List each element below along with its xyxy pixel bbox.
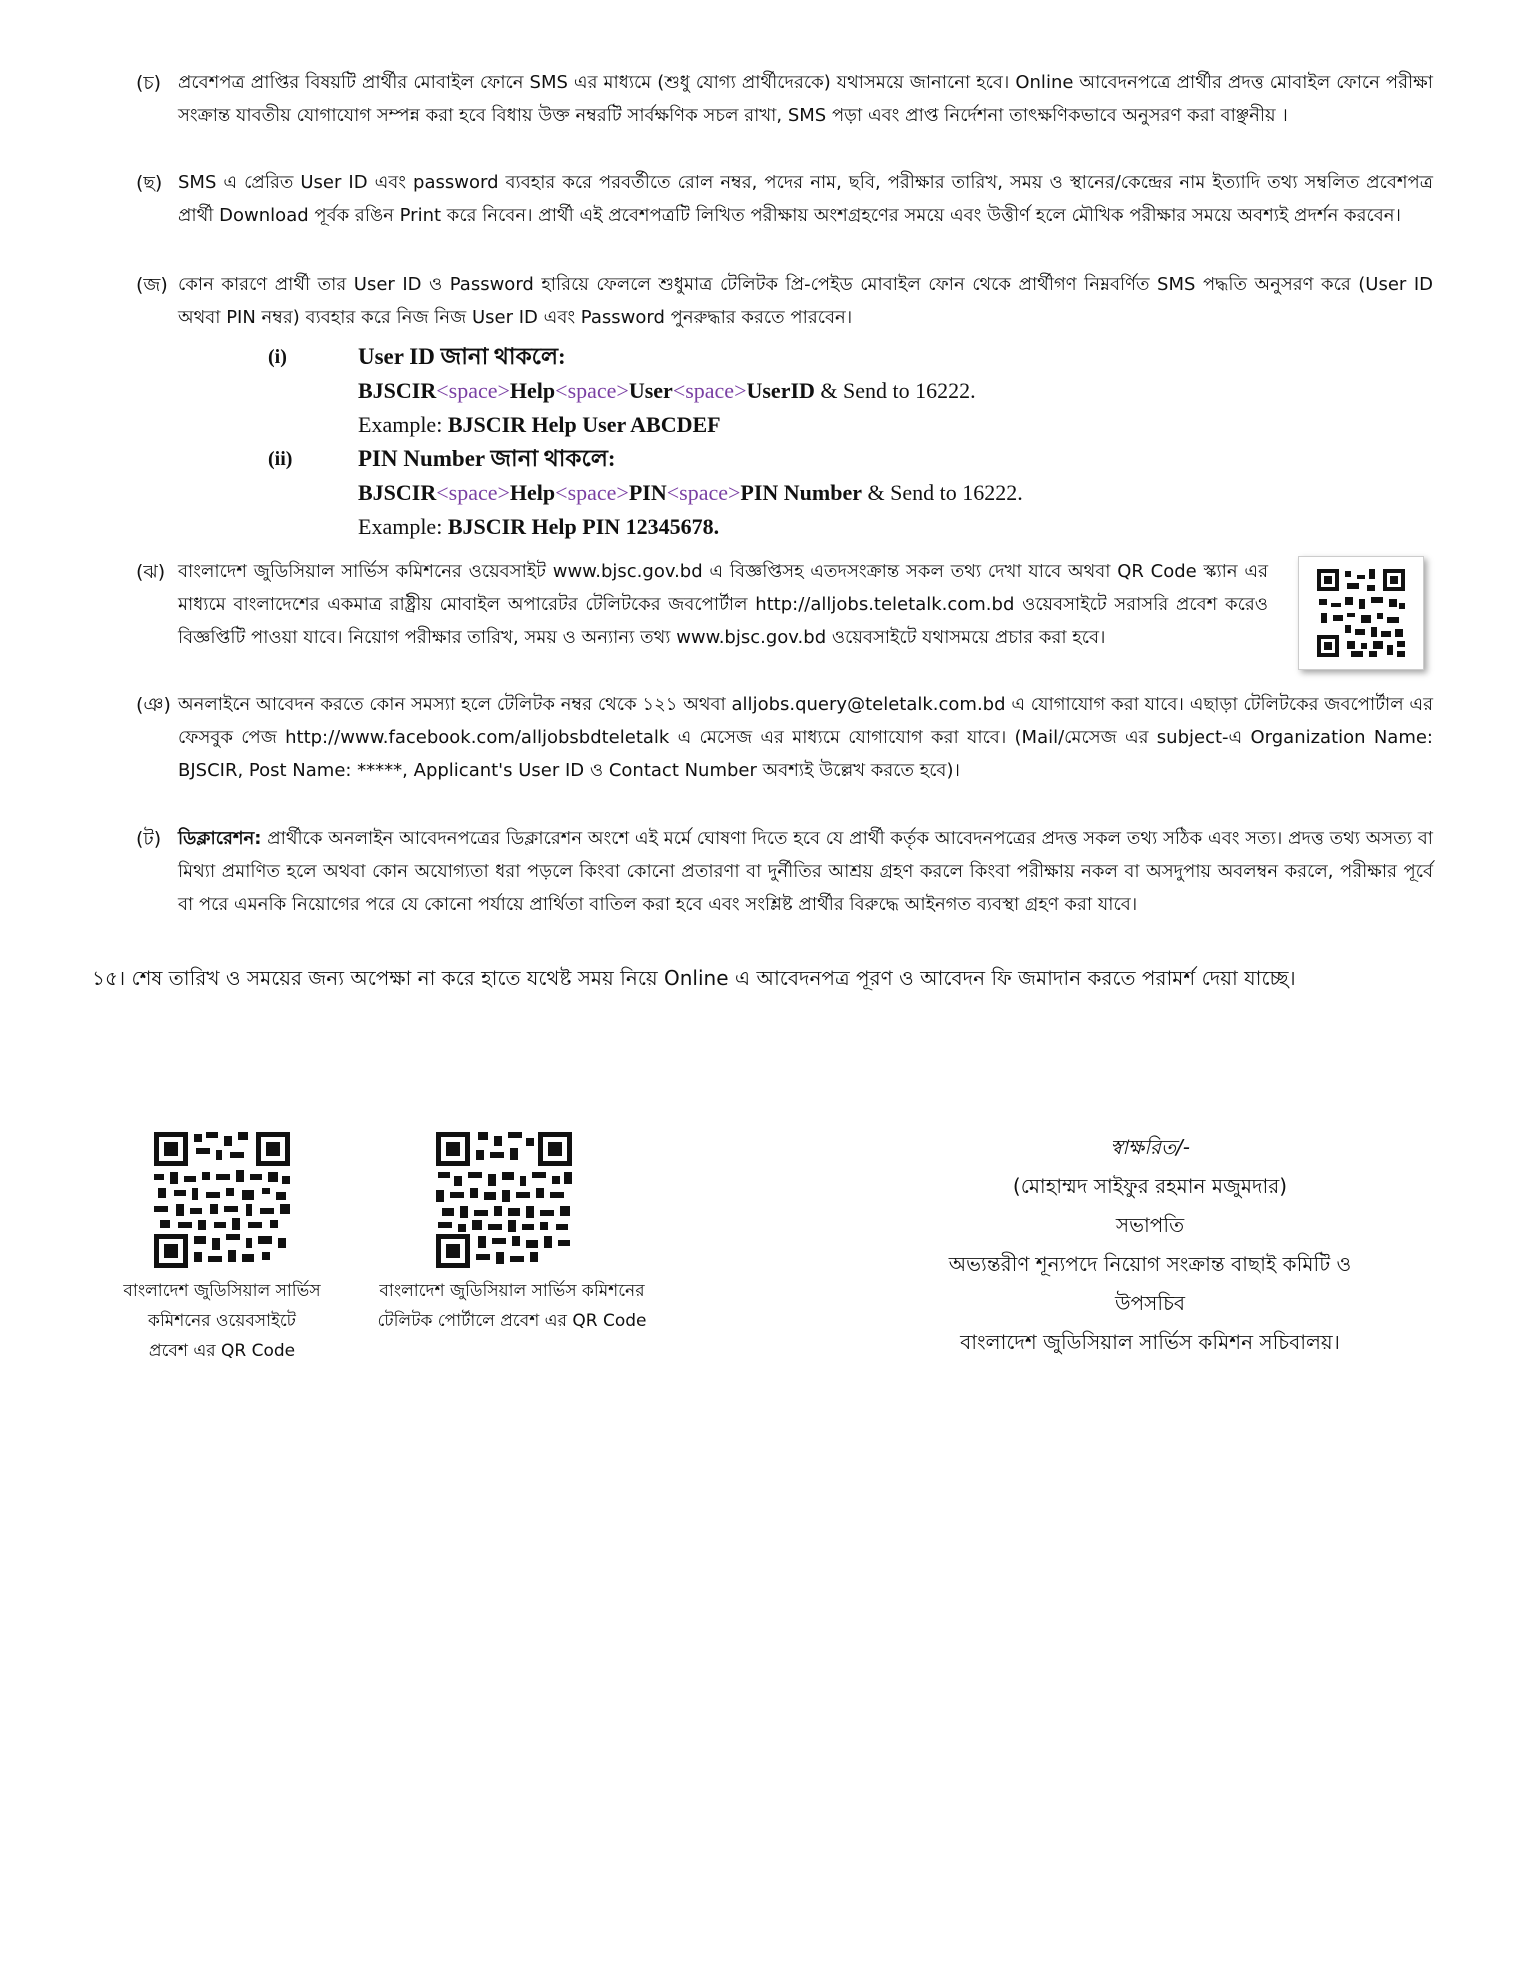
declaration-label: ডিক্লারেশন: — [178, 828, 262, 849]
clause-text — [178, 822, 1433, 921]
qr-caption-line: বাংলাদেশ জুডিসিয়াল সার্ভিস কমিশনের — [379, 1281, 645, 1301]
signatory-title: উপসচিব — [1114, 1291, 1185, 1315]
qr-code-commission-website — [154, 1132, 290, 1268]
recovery-user-id — [268, 340, 1168, 440]
signatory-title: বাংলাদেশ জুডিসিয়াল সার্ভিস কমিশন সচিবালয়। — [960, 1330, 1340, 1354]
signatory-title: অভ্যন্তরীণ শূন্যপদে নিয়োগ সংক্রান্ত বাছাই কমিটি ও — [948, 1252, 1352, 1276]
recovery-heading: User ID জানা থাকলে: — [358, 344, 566, 369]
recovery-number: (i) — [268, 346, 287, 368]
qr-code-icon — [436, 1132, 572, 1268]
clause-marker: (জ) — [136, 274, 168, 296]
signatory-name: (মোহাম্মদ সাইফুর রহমান মজুমদার) — [1012, 1174, 1288, 1198]
clause-ta — [136, 822, 1433, 921]
cmd-space: <space> — [666, 480, 741, 505]
qr-caption-line: বাংলাদেশ জুডিসিয়াল সার্ভিস — [123, 1281, 321, 1301]
clause-text: কোন কারণে প্রার্থী তার User ID ও Password হারিয়ে ফেললে শুধুমাত্র টেলিটক প্রি-পেইড মোবাইল ফোন থেকে প্রার্থীগণ নিম্নবর্ণিত SMS পদ্ধতি অনুসরণ করে (User ID অথবা PIN নম্বর) ব্যবহার করে নিজ নিজ User ID এবং Password পুনরুদ্ধার করতে পারবেন। — [178, 274, 1433, 328]
clause-cha — [136, 66, 1433, 132]
cmd-word: UserID — [746, 378, 815, 403]
clause-marker: (ঝ) — [136, 561, 166, 583]
send-to: & Send to 16222. — [862, 480, 1023, 505]
sms-example — [358, 408, 721, 442]
cmd-space: <space> — [672, 378, 747, 403]
sms-example — [358, 510, 719, 544]
clause-marker: (চ) — [136, 72, 162, 94]
recovery-number: (ii) — [268, 448, 293, 470]
qr-caption-line: কমিশনের ওয়েবসাইটে — [148, 1311, 296, 1331]
cmd-word: User — [628, 378, 673, 403]
clause-text: অনলাইনে আবেদন করতে কোন সমস্যা হলে টেলিটক নম্বর থেকে ১২১ অথবা alljobs.query@teletalk.com.bd এ যোগাযোগ করা যাবে। এছাড়া টেলিটকের জবপোর্টাল এর ফেসবুক পেজ http://www.facebook.com/alljobsbdteletalk এ মেসেজ এর মাধ্যমে যোগাযোগ করা যাবে। (Mail/মেসেজ এর subject-এ Organization Name: BJSCIR, Post Name: *****, Applicant's User ID ও Contact Number অবশ্যই উল্লেখ করতে হবে)। — [178, 694, 1433, 781]
clause-ja — [136, 268, 1433, 334]
qr-code-website — [1298, 556, 1424, 670]
qr-caption-line: টেলিটক পোর্টালে প্রবেশ এর QR Code — [377, 1311, 647, 1331]
qr-caption-website — [102, 1276, 342, 1366]
qr-code-icon — [1299, 557, 1423, 669]
declaration-text: প্রার্থীকে অনলাইন আবেদনপত্রের ডিক্লারেশন অংশে এই মর্মে ঘোষণা দিতে হবে যে প্রার্থী কর্তৃক আবেদনপত্রের প্রদত্ত সকল তথ্য সঠিক এবং সত্য। প্রদত্ত তথ্য অসত্য বা মিথ্যা প্রমাণিত হলে অথবা কোন অযোগ্যতা ধরা পড়লে কিংবা কোনো প্রতারণা বা দুর্নীতির আশ্রয় গ্রহণ করলে কিংবা পরীক্ষায় নকল বা অসদুপায় অবলম্বন করলে, পরীক্ষার পূর্বে বা পরে এমনকি নিয়োগের পরে যে কোনো পর্যায়ে প্রার্থিতা বাতিল করা হবে এবং সংশ্লিষ্ট প্রার্থীর বিরুদ্ধে আইনগত ব্যবস্থা গ্রহণ করা যাবে। — [178, 828, 1433, 915]
example-label: Example: — [358, 412, 448, 437]
sms-command — [358, 476, 1023, 510]
qr-code-teletalk-portal — [436, 1132, 572, 1268]
qr-caption-line: প্রবেশ এর QR Code — [148, 1341, 296, 1361]
qr-caption-teletalk — [362, 1276, 662, 1336]
clause-text: বাংলাদেশ জুডিসিয়াল সার্ভিস কমিশনের ওয়েবসাইট www.bjsc.gov.bd এ বিজ্ঞপ্তিসহ এতদসংক্রান্ত সকল তথ্য দেখা যাবে অথবা QR Code স্ক্যান এর মাধ্যমে বাংলাদেশের একমাত্র রাষ্ট্রীয় মোবাইল অপারেটর টেলিটকের জবপোর্টাল http://alljobs.teletalk.com.bd ওয়েবসাইটে সরাসরি প্রবেশ করেও বিজ্ঞপ্তিটি পাওয়া যাবে। নিয়োগ পরীক্ষার তারিখ, সময় ও অন্যান্য তথ্য www.bjsc.gov.bd ওয়েবসাইটে যথাসময়ে প্রচার করা হবে। — [178, 561, 1268, 648]
cmd-word: PIN — [628, 480, 667, 505]
cmd-word: PIN Number — [740, 480, 862, 505]
section-15 — [92, 958, 1437, 998]
signed-label: স্বাক্ষরিত/- — [1110, 1135, 1190, 1159]
clause-jha — [136, 555, 1268, 654]
cmd-word: BJSCIR — [358, 378, 437, 403]
send-to: & Send to 16222. — [814, 378, 976, 403]
cmd-space: <space> — [436, 480, 510, 505]
clause-text: SMS এ প্রেরিত User ID এবং password ব্যবহার করে পরবর্তীতে রোল নম্বর, পদের নাম, ছবি, পরীক্ষার তারিখ, সময় ও স্থানের/কেন্দ্রের নাম ইত্যাদি তথ্য সম্বলিত প্রবেশপত্র প্রার্থী Download পূর্বক রঙিন Print করে নিবেন। প্রার্থী এই প্রবেশপত্রটি লিখিত পরীক্ষায় অংশগ্রহণের সময়ে এবং উত্তীর্ণ হলে মৌখিক পরীক্ষার সময়ে অবশ্যই প্রদর্শন করবেন। — [178, 172, 1433, 226]
clause-nya — [136, 688, 1433, 787]
clause-marker: (ছ) — [136, 172, 163, 194]
signature-block — [880, 1128, 1420, 1362]
section-marker: ১৫। — [92, 966, 126, 990]
clause-marker: (ট) — [136, 828, 162, 850]
qr-code-icon — [154, 1132, 290, 1268]
sms-command — [358, 374, 976, 408]
example-value: BJSCIR Help PIN 12345678. — [447, 514, 720, 539]
example-label: Example: — [358, 514, 448, 539]
clause-chha — [136, 166, 1433, 232]
cmd-word: BJSCIR — [358, 480, 437, 505]
clause-text: প্রবেশপত্র প্রাপ্তির বিষয়টি প্রার্থীর মোবাইল ফোনে SMS এর মাধ্যমে (শুধু যোগ্য প্রার্থীদেরকে) যথাসময়ে জানানো হবে। Online আবেদনপত্রে প্রার্থীর প্রদত্ত মোবাইল ফোনে পরীক্ষা সংক্রান্ত যাবতীয় যোগাযোগ সম্পন্ন করা হবে বিধায় উক্ত নম্বরটি সার্বক্ষণিক সচল রাখা, SMS পড়া এবং প্রাপ্ত নির্দেশনা তাৎক্ষণিকভাবে অনুসরণ করা বাঞ্ছনীয় । — [178, 72, 1433, 126]
section-text: শেষ তারিখ ও সময়ের জন্য অপেক্ষা না করে হাতে যথেষ্ট সময় নিয়ে Online এ আবেদনপত্র পূরণ ও আবেদন ফি জমাদান করতে পরামর্শ দেয়া যাচ্ছে। — [131, 966, 1296, 990]
cmd-space: <space> — [555, 378, 629, 403]
cmd-word: Help — [509, 378, 556, 403]
clause-marker: (ঞ) — [136, 694, 171, 716]
example-value: BJSCIR Help User ABCDEF — [447, 412, 721, 437]
cmd-space: <space> — [555, 480, 629, 505]
signatory-title: সভাপতি — [1115, 1213, 1185, 1237]
recovery-heading: PIN Number জানা থাকলে: — [358, 446, 616, 471]
recovery-pin — [268, 442, 1168, 542]
cmd-space: <space> — [436, 378, 510, 403]
cmd-word: Help — [509, 480, 556, 505]
